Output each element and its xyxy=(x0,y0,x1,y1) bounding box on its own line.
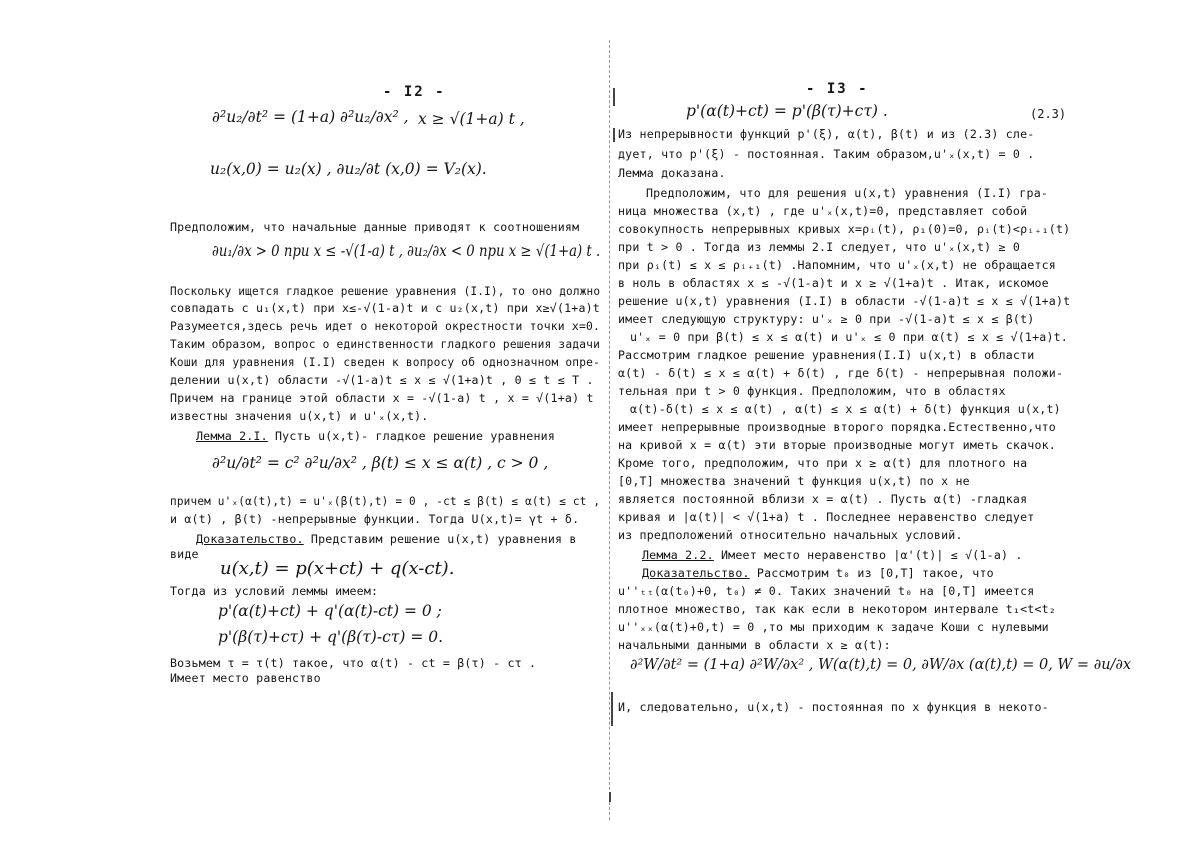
lemma-2-2-statement xyxy=(642,550,1023,562)
text-line: кривая и |α(t)| < √(1+a) t . Последнее неравенство следует xyxy=(618,510,1035,524)
text-line: α(t)-δ(t) ≤ x ≤ α(t) , α(t) ≤ x ≤ α(t) + δ(t) функция u(x,t) xyxy=(630,402,1061,416)
lemma-proved: Лемма доказана. xyxy=(618,166,726,180)
right-page-number: - I3 - xyxy=(806,81,869,97)
initial-conditions-u2: u₂(x,0) = u₂(x) , ∂u₂/∂t (x,0) = V₂(x). xyxy=(210,160,487,178)
text-line: имеет следующую структуру: u'ₓ ≥ 0 при -√(1-a)t ≤ x ≤ β(t) xyxy=(618,312,1035,326)
proof-2-label: Доказательство. xyxy=(642,566,750,580)
lemma-2-1-statement xyxy=(196,431,555,443)
text-line: из предположений относительно начальных условий. xyxy=(618,528,963,542)
right-page xyxy=(606,0,1200,848)
text-line: Кроме того, предположим, что при x ≥ α(t) для плотного на xyxy=(618,456,1028,470)
text-line: начальными данными в области x ≥ α(t): xyxy=(618,638,891,652)
equation-2-3-number: (2.3) xyxy=(1030,107,1067,121)
text-line: Коши для уравнения (I.I) сведен к вопросу об однозначном опре- xyxy=(170,355,601,369)
text-line: делении u(x,t) области -√(1-a)t ≤ x ≤ √(1+a)t , 0 ≤ t ≤ T . xyxy=(170,373,594,387)
text-line: и α(t) , β(t) -непрерывные функции. Тогда U(x,t)= γt + δ. xyxy=(170,512,580,526)
text-line: совпадать с u₁(x,t) при x≤-√(1-a)t и с u₂(x,t) при x≥√(1+a)t xyxy=(170,301,600,315)
boundary-condition-beta: p'(β(τ)+cτ) + q'(β(τ)-cτ) = 0. xyxy=(218,628,444,646)
text-line: при t > 0 . Тогда из леммы 2.I следует, что u'ₓ(x,t) ≥ 0 xyxy=(618,240,1021,254)
text-line: u''ₜₜ(α(t₀)+0, t₀) ≠ 0. Таких значений t₀ на [0,T] имеется xyxy=(618,584,1035,598)
text-line: Имеет место равенство xyxy=(170,671,321,685)
proof-label: Доказательство. xyxy=(196,532,304,546)
text-line: ница множества (x,t) , где u'ₓ(x,t)=0, представляет собой xyxy=(618,204,1028,218)
text-line: виде xyxy=(170,547,199,561)
text-line: u''ₓₓ(α(t)+0,t) = 0 ,то мы приходим к задаче Коши с нулевыми xyxy=(618,620,1049,634)
text-line: дует, что p'(ξ) - постоянная. Таким образом,u'ₓ(x,t) = 0 . xyxy=(618,147,1035,161)
lemma-2-1-label: Лемма 2.I. xyxy=(196,429,268,443)
text-line: Рассмотрим гладкое решение уравнения(I.I) u(x,t) в области xyxy=(618,348,1035,362)
lemma-2-2-label: Лемма 2.2. xyxy=(642,548,714,562)
text-line: Разумеется,здесь речь идет о некоторой окрестности точки x=0. xyxy=(170,319,601,333)
proof-statement xyxy=(196,534,577,546)
text-line: Предположим, что начальные данные приводят к соотношениям xyxy=(170,220,580,234)
text-line: имеет непрерывные производные второго порядка.Естественно,что xyxy=(618,420,1056,434)
proof-text: Представим решение u(x,t) уравнения в xyxy=(303,532,577,546)
text-line: [0,T] множества значений t функция u(x,t) по x не xyxy=(618,474,970,488)
text-line: при ρᵢ(t) ≤ x ≤ ρᵢ₊₁(t) .Напомним, что u'ₓ(x,t) не обращается xyxy=(618,258,1056,272)
text-line: тельная при t > 0 функция. Предположим, что в областях xyxy=(618,384,1006,398)
wave-equation-u2-domain: x ≥ √(1+a) t , xyxy=(418,110,525,128)
sign-inequalities: ∂u₁/∂x > 0 при x ≤ -√(1-a) t , ∂u₂/∂x < 0 при x ≥ √(1+a) t . xyxy=(212,242,601,260)
cauchy-problem-equation: ∂²W/∂t² = (1+a) ∂²W/∂x² , W(α(t),t) = 0, ∂W/∂x (α(t),t) = 0, W = ∂u/∂x xyxy=(630,657,1132,673)
text-line: Возьмем τ = τ(t) такое, что α(t) - ct = β(τ) - cτ . xyxy=(170,656,537,670)
text-line: плотное множество, так как если в некотором интервале t₁<t<t₂ xyxy=(618,602,1056,616)
wave-equation-u2: ∂²u₂/∂t² = (1+a) ∂²u₂/∂x² , xyxy=(212,108,409,126)
text-line: известны значения u(x,t) и u'ₓ(x,t). xyxy=(170,409,429,423)
text-line: является постоянной вблизи x = α(t) . Пусть α(t) -гладкая xyxy=(618,492,1028,506)
text-line: Тогда из условий леммы имеем: xyxy=(170,584,379,598)
equation-2-3: p'(α(t)+ct) = p'(β(τ)+cτ) . xyxy=(686,102,888,120)
text-line: Из непрерывности функций p'(ξ), α(t), β(t) и из (2.3) сле- xyxy=(618,127,1035,141)
lemma-2-1-equation: ∂²u/∂t² = c² ∂²u/∂x² , β(t) ≤ x ≤ α(t) , c > 0 , xyxy=(212,454,549,472)
text-line: α(t) - δ(t) ≤ x ≤ α(t) + δ(t) , где δ(t) - непрерывная положи- xyxy=(618,366,1064,380)
lemma-2-1-text: Пусть u(x,t)- гладкое решение уравнения xyxy=(267,429,556,443)
boundary-condition-alpha: p'(α(t)+ct) + q'(α(t)-ct) = 0 ; xyxy=(218,602,442,620)
text-line: Таким образом, вопрос о единственности гладкого решения задачи xyxy=(170,337,601,351)
text-line: И, следовательно, u(x,t) - постоянная по x функция в некото- xyxy=(618,700,1049,714)
proof-2-statement xyxy=(642,568,994,580)
text-line: решение u(x,t) уравнения (I.I) в области -√(1-a)t ≤ x ≤ √(1+a)t xyxy=(618,294,1071,308)
general-solution-form: u(x,t) = p(x+ct) + q(x-ct). xyxy=(220,558,455,579)
text-line: Причем на границе этой области x = -√(1-a) t , x = √(1+a) t xyxy=(170,391,594,405)
text-line: u'ₓ = 0 при β(t) ≤ x ≤ α(t) и u'ₓ ≤ 0 при α(t) ≤ x ≤ √(1+a)t. xyxy=(630,330,1068,344)
text-line: Предположим, что для решения u(x,t) уравнения (I.I) гра- xyxy=(646,186,1049,200)
text-line: в ноль в областях x ≤ -√(1-a)t и x ≥ √(1+a)t . Итак, искомое xyxy=(618,276,1049,290)
text-line: совокупность непрерывных кривых x=ρᵢ(t), ρ₁(0)=0, ρᵢ(t)<ρᵢ₊₁(t) xyxy=(618,222,1071,236)
text-line: на кривой x = α(t) эти вторые производные могут иметь скачок. xyxy=(618,438,1056,452)
left-page-number: - I2 - xyxy=(383,84,446,100)
text-line: причем u'ₓ(α(t),t) = u'ₓ(β(t),t) = 0 , -ct ≤ β(t) ≤ α(t) ≤ ct , xyxy=(170,494,601,508)
text-line: Поскольку ищется гладкое решение уравнения (I.I), то оно должно xyxy=(170,284,601,298)
lemma-2-2-text: Имеет место неравенство |α'(t)| ≤ √(1-a) . xyxy=(713,548,1023,562)
proof-2-text: Рассмотрим t₀ из [0,T] такое, что xyxy=(749,566,994,580)
